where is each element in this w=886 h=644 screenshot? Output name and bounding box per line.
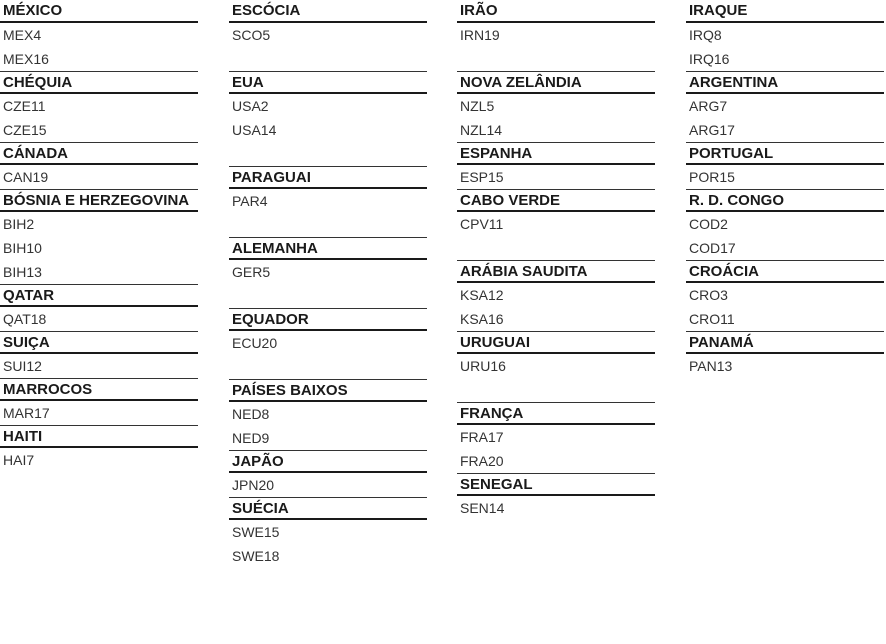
country-header: BÓSNIA E HERZEGOVINA — [0, 189, 198, 212]
country-group-arabia-saudita — [457, 260, 655, 331]
code-item: BIH10 — [3, 240, 42, 256]
code-item: CRO3 — [689, 287, 728, 303]
code-item: COD17 — [689, 240, 736, 256]
country-header: EUA — [229, 71, 427, 94]
country-group-senegal — [457, 473, 655, 520]
country-header: URUGUAI — [457, 331, 655, 354]
code-item: BIH2 — [3, 216, 35, 232]
column-2 — [229, 0, 427, 568]
country-header: PAÍSES BAIXOS — [229, 379, 427, 402]
country-header: CHÉQUIA — [0, 71, 198, 94]
country-group-bosnia — [0, 189, 198, 284]
country-header: ESCÓCIA — [229, 0, 427, 23]
country-group-nova-zelandia — [457, 71, 655, 142]
country-group-paises-baixos — [229, 379, 427, 450]
spacer — [229, 47, 427, 71]
country-group-rd-congo — [686, 189, 884, 260]
code-item: SCO5 — [232, 27, 271, 43]
country-header: ARÁBIA SAUDITA — [457, 260, 655, 283]
code-item: GER5 — [232, 264, 271, 280]
code-item: NZL5 — [460, 98, 495, 114]
country-header: IRÃO — [457, 0, 655, 23]
code-item: ARG7 — [689, 98, 728, 114]
country-header: MARROCOS — [0, 378, 198, 401]
country-header: PANAMÁ — [686, 331, 884, 354]
code-item: NED9 — [232, 430, 270, 446]
code-item: BIH13 — [3, 264, 42, 280]
country-group-alemanha — [229, 237, 427, 308]
country-group-chequia — [0, 71, 198, 142]
country-header: CABO VERDE — [457, 189, 655, 212]
country-header: IRAQUE — [686, 0, 884, 23]
country-group-paraguai — [229, 166, 427, 237]
code-item: CAN19 — [3, 169, 49, 185]
country-header: PORTUGAL — [686, 142, 884, 165]
code-item: PAN13 — [689, 358, 733, 374]
country-group-cabo-verde — [457, 189, 655, 260]
code-item: MEX4 — [3, 27, 42, 43]
country-group-equador — [229, 308, 427, 379]
code-item: KSA12 — [460, 287, 504, 303]
country-group-mexico — [0, 0, 198, 71]
code-item: HAI7 — [3, 452, 35, 468]
code-item: COD2 — [689, 216, 728, 232]
country-header: EQUADOR — [229, 308, 427, 331]
code-item: ESP15 — [460, 169, 504, 185]
country-header: NOVA ZELÂNDIA — [457, 71, 655, 94]
column-4 — [686, 0, 884, 378]
code-item: IRN19 — [460, 27, 500, 43]
country-header: R. D. CONGO — [686, 189, 884, 212]
code-item: URU16 — [460, 358, 506, 374]
column-1 — [0, 0, 198, 472]
country-group-uruguai — [457, 331, 655, 402]
country-group-suecia — [229, 497, 427, 568]
code-item: MEX16 — [3, 51, 49, 67]
code-item: CRO11 — [689, 311, 735, 327]
country-header: JAPÃO — [229, 450, 427, 473]
country-header: SUIÇA — [0, 331, 198, 354]
country-group-haiti — [0, 425, 198, 472]
code-item: CZE15 — [3, 122, 47, 138]
code-item: USA14 — [232, 122, 277, 138]
code-item: MAR17 — [3, 405, 50, 421]
code-item: SEN14 — [460, 500, 505, 516]
country-group-japao — [229, 450, 427, 497]
country-group-canada — [0, 142, 198, 189]
country-group-iraque — [686, 0, 884, 71]
country-group-argentina — [686, 71, 884, 142]
column-3 — [457, 0, 655, 520]
country-header: ARGENTINA — [686, 71, 884, 94]
code-item: FRA17 — [460, 429, 504, 445]
spacer — [457, 236, 655, 260]
country-header: HAITI — [0, 425, 198, 448]
country-group-portugal — [686, 142, 884, 189]
country-header: FRANÇA — [457, 402, 655, 425]
code-item: CZE11 — [3, 98, 46, 114]
code-item: POR15 — [689, 169, 735, 185]
spacer — [229, 213, 427, 237]
code-item: NED8 — [232, 406, 270, 422]
code-item: FRA20 — [460, 453, 504, 469]
spacer — [229, 284, 427, 308]
code-item: IRQ8 — [689, 27, 722, 43]
country-group-franca — [457, 402, 655, 473]
country-header: SUÉCIA — [229, 497, 427, 520]
country-group-qatar — [0, 284, 198, 331]
country-group-escocia — [229, 0, 427, 71]
country-group-irao — [457, 0, 655, 71]
country-group-eua — [229, 71, 427, 166]
spacer — [457, 47, 655, 71]
country-header: CROÁCIA — [686, 260, 884, 283]
code-item: NZL14 — [460, 122, 503, 138]
country-header: ALEMANHA — [229, 237, 427, 260]
country-header: CÁNADA — [0, 142, 198, 165]
code-item: SWE15 — [232, 524, 280, 540]
country-group-espanha — [457, 142, 655, 189]
country-group-suica — [0, 331, 198, 378]
code-item: PAR4 — [232, 193, 268, 209]
country-header: PARAGUAI — [229, 166, 427, 189]
code-item: QAT18 — [3, 311, 47, 327]
code-item: KSA16 — [460, 311, 504, 327]
code-item: USA2 — [232, 98, 269, 114]
code-item: CPV11 — [460, 216, 504, 232]
spacer — [229, 142, 427, 166]
country-header: ESPANHA — [457, 142, 655, 165]
code-item: SUI12 — [3, 358, 42, 374]
country-header: MÉXICO — [0, 0, 198, 23]
country-header: QATAR — [0, 284, 198, 307]
country-group-panama — [686, 331, 884, 378]
country-group-croacia — [686, 260, 884, 331]
code-item: ARG17 — [689, 122, 735, 138]
country-header: SENEGAL — [457, 473, 655, 496]
code-item: ECU20 — [232, 335, 278, 351]
code-item: IRQ16 — [689, 51, 730, 67]
country-group-marrocos — [0, 378, 198, 425]
code-item: JPN20 — [232, 477, 275, 493]
spacer — [457, 378, 655, 402]
code-item: SWE18 — [232, 548, 280, 564]
spacer — [229, 355, 427, 379]
